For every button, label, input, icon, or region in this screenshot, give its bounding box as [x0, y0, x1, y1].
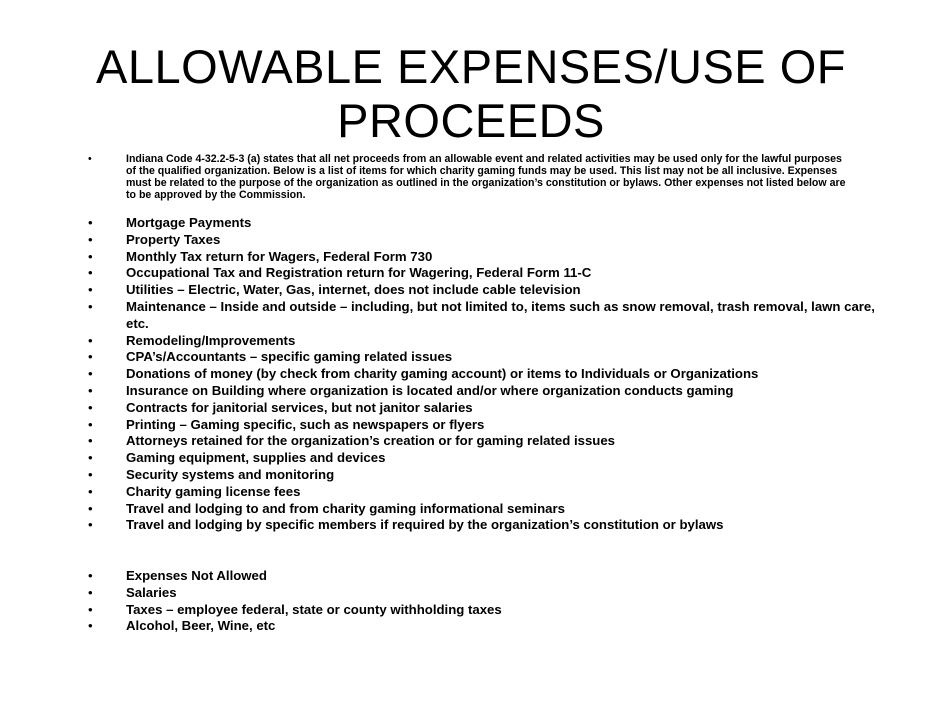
- allowed-expense-item: [88, 215, 888, 232]
- allowed-expenses-list: [88, 215, 888, 534]
- allowed-expense-item-text: Utilities – Electric, Water, Gas, internet, does not include cable television: [126, 282, 581, 298]
- bullet-icon: •: [88, 399, 93, 415]
- not-allowed-expenses-list: [88, 568, 888, 635]
- bullet-icon: •: [88, 298, 93, 314]
- allowed-expense-item: [88, 417, 888, 434]
- allowed-expense-item-text: Property Taxes: [126, 231, 221, 247]
- bullet-icon: •: [88, 584, 93, 600]
- bullet-icon: •: [88, 500, 93, 516]
- bullet-icon: •: [88, 265, 93, 281]
- allowed-expense-item-text: Travel and lodging by specific members if required by the organization’s constitution or bylaws: [126, 517, 724, 533]
- allowed-expense-item-text: Occupational Tax and Registration return for Wagering, Federal Form 11-C: [126, 265, 592, 281]
- allowed-expense-item-text: Travel and lodging to and from charity gaming informational seminars: [126, 500, 565, 516]
- bullet-icon: •: [88, 601, 93, 617]
- bullet-icon: •: [88, 416, 93, 432]
- allowed-expense-item: [88, 265, 888, 282]
- allowed-expense-item: [88, 282, 888, 299]
- bullet-icon: •: [88, 517, 93, 533]
- bullet-icon: •: [88, 282, 93, 298]
- allowed-expense-item-text: CPA’s/Accountants – specific gaming related issues: [126, 349, 453, 365]
- allowed-expense-item: [88, 349, 888, 366]
- allowed-expense-item: [88, 467, 888, 484]
- allowed-expense-item-text: Mortgage Payments: [126, 215, 252, 230]
- bullet-icon: •: [88, 366, 93, 382]
- bullet-icon: •: [88, 349, 93, 365]
- bullet-icon: •: [88, 618, 93, 634]
- bullet-icon: •: [88, 382, 93, 398]
- allowed-expense-item-text: Gaming equipment, supplies and devices: [126, 450, 386, 466]
- allowed-expense-item: [88, 333, 888, 350]
- allowed-expense-item: [88, 232, 888, 249]
- bullet-icon: •: [88, 466, 93, 482]
- allowed-expense-item-text: Charity gaming license fees: [126, 483, 301, 499]
- bullet-icon: •: [88, 332, 93, 348]
- page-title: ALLOWABLE EXPENSES/USE OF PROCEEDS: [96, 40, 846, 147]
- allowed-expense-item-text: Contracts for janitorial services, but not janitor salaries: [126, 399, 473, 415]
- allowed-expense-item-text: Donations of money (by check from charity gaming account) or items to Individuals or Organizations: [126, 366, 759, 382]
- intro-text: Indiana Code 4-32.2-5-3 (a) states that all net proceeds from an allowable event and related activities may be used only for the lawful purposes of the qualified organization. Below is a list of items for which charity gaming funds may be used. This list may not be all inclusive. Expenses must be related to the purpose of the organization as outlined in the organization’s constitution or bylaws. Other expenses not listed below are to be approved by the Commission.: [126, 153, 846, 201]
- allowed-expense-item-text: Remodeling/Improvements: [126, 332, 296, 348]
- allowed-expense-item: [88, 366, 888, 383]
- bullet-icon: •: [88, 153, 92, 165]
- bullet-icon: •: [88, 248, 93, 264]
- allowed-expense-item: [88, 249, 888, 266]
- bullet-icon: •: [88, 231, 93, 247]
- not-allowed-expense-item: [88, 568, 888, 585]
- allowed-expense-item: [88, 299, 888, 333]
- not-allowed-expense-item-text: Alcohol, Beer, Wine, etc: [126, 618, 276, 634]
- allowed-expense-item-text: Printing – Gaming specific, such as newspapers or flyers: [126, 416, 485, 432]
- intro-paragraph: [88, 153, 848, 201]
- bullet-icon: •: [88, 433, 93, 449]
- allowed-expense-item: [88, 501, 888, 518]
- allowed-expense-item-text: Security systems and monitoring: [126, 466, 335, 482]
- allowed-expense-item-text: Maintenance – Inside and outside – including, but not limited to, items such as snow removal, trash removal, lawn care, etc.: [126, 298, 875, 331]
- allowed-expense-item: [88, 433, 888, 450]
- allowed-expense-item: [88, 450, 888, 467]
- not-allowed-expense-item: [88, 602, 888, 619]
- bullet-icon: •: [88, 450, 93, 466]
- not-allowed-expense-item-text: Taxes – employee federal, state or county withholding taxes: [126, 601, 502, 617]
- allowed-expense-item: [88, 400, 888, 417]
- allowed-expense-item-text: Monthly Tax return for Wagers, Federal Form 730: [126, 248, 433, 264]
- not-allowed-expense-item: [88, 585, 888, 602]
- not-allowed-expense-item-text: Salaries: [126, 584, 177, 600]
- allowed-expense-item-text: Insurance on Building where organization is located and/or where organization conducts gaming: [126, 382, 734, 398]
- allowed-expense-item: [88, 484, 888, 501]
- allowed-expense-item: [88, 517, 888, 534]
- allowed-expense-item: [88, 383, 888, 400]
- bullet-icon: •: [88, 568, 93, 583]
- bullet-icon: •: [88, 483, 93, 499]
- allowed-expense-item-text: Attorneys retained for the organization’s creation or for gaming related issues: [126, 433, 616, 449]
- not-allowed-expense-item-text: Expenses Not Allowed: [126, 568, 267, 583]
- bullet-icon: •: [88, 215, 93, 230]
- not-allowed-expense-item: [88, 618, 888, 635]
